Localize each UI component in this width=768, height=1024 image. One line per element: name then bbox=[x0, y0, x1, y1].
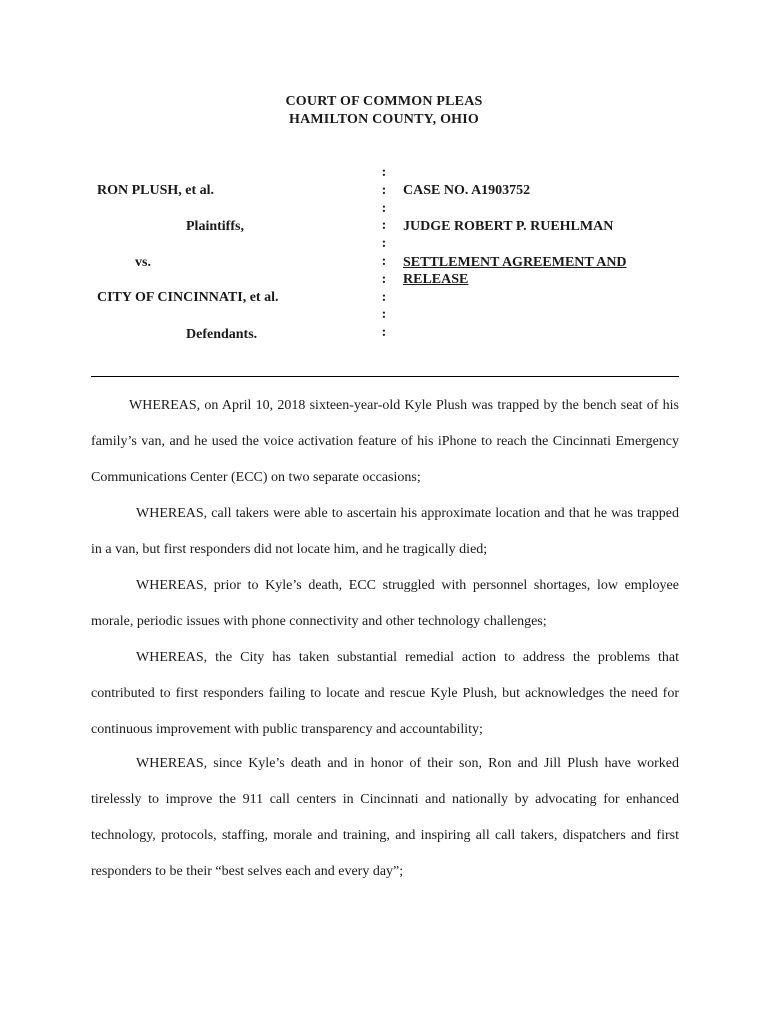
colon: : bbox=[381, 253, 387, 269]
plaintiff-name: RON PLUSH, et al. bbox=[97, 183, 215, 198]
colon: : bbox=[381, 271, 387, 287]
whereas-paragraph: WHEREAS, the City has taken substantial remedial action to address the problems that contributed to first responders failing to locate and rescue Kyle Plush, but acknowledges the need for continuous improvement with public transparency and accountability; bbox=[91, 650, 679, 737]
court-county: HAMILTON COUNTY, OHIO bbox=[288, 112, 479, 127]
court-name: COURT OF COMMON PLEAS bbox=[285, 94, 483, 109]
colon: : bbox=[381, 165, 387, 180]
defendant-role: Defendants. bbox=[186, 327, 258, 342]
judge-name: JUDGE ROBERT P. RUEHLMAN bbox=[403, 219, 614, 234]
colon: : bbox=[381, 325, 387, 341]
versus-label: vs. bbox=[135, 255, 151, 270]
whereas-paragraph: WHEREAS, prior to Kyle’s death, ECC struggled with personnel shortages, low employee morale, periodic issues with phone connectivity and other technology challenges; bbox=[91, 578, 679, 629]
colon: : bbox=[381, 200, 387, 216]
whereas-paragraph: WHEREAS, call takers were able to ascertain his approximate location and that he was trapped in a van, but first responders did not locate him, and he tragically died; bbox=[91, 506, 679, 557]
document-title-line2: RELEASE bbox=[403, 272, 469, 287]
colon: : bbox=[381, 218, 387, 234]
colon: : bbox=[381, 182, 387, 198]
document-title-line1: SETTLEMENT AGREEMENT AND bbox=[403, 255, 627, 270]
case-number: CASE NO. A1903752 bbox=[403, 183, 531, 198]
whereas-paragraph: WHEREAS, on April 10, 2018 sixteen-year-old Kyle Plush was trapped by the bench seat of his family’s van, and he used the voice activation feature of his iPhone to reach the Cincinnati Emergency Communications Center (ECC) on two separate occasions; bbox=[91, 398, 679, 485]
caption-separator bbox=[378, 164, 390, 342]
whereas-paragraph: WHEREAS, since Kyle’s death and in honor of their son, Ron and Jill Plush have worked tirelessly to improve the 911 call centers in Cincinnati and nationally by advocating for enhanced technology, protocols, staffing, morale and training, and inspiring all call takers, dispatchers and first responders to be their “best selves each and every day”; bbox=[91, 756, 679, 879]
colon: : bbox=[381, 236, 387, 252]
colon: : bbox=[381, 289, 387, 305]
caption-divider bbox=[91, 376, 679, 377]
plaintiff-role: Plaintiffs, bbox=[186, 219, 244, 234]
defendant-name: CITY OF CINCINNATI, et al. bbox=[97, 290, 279, 305]
colon: : bbox=[381, 307, 387, 323]
